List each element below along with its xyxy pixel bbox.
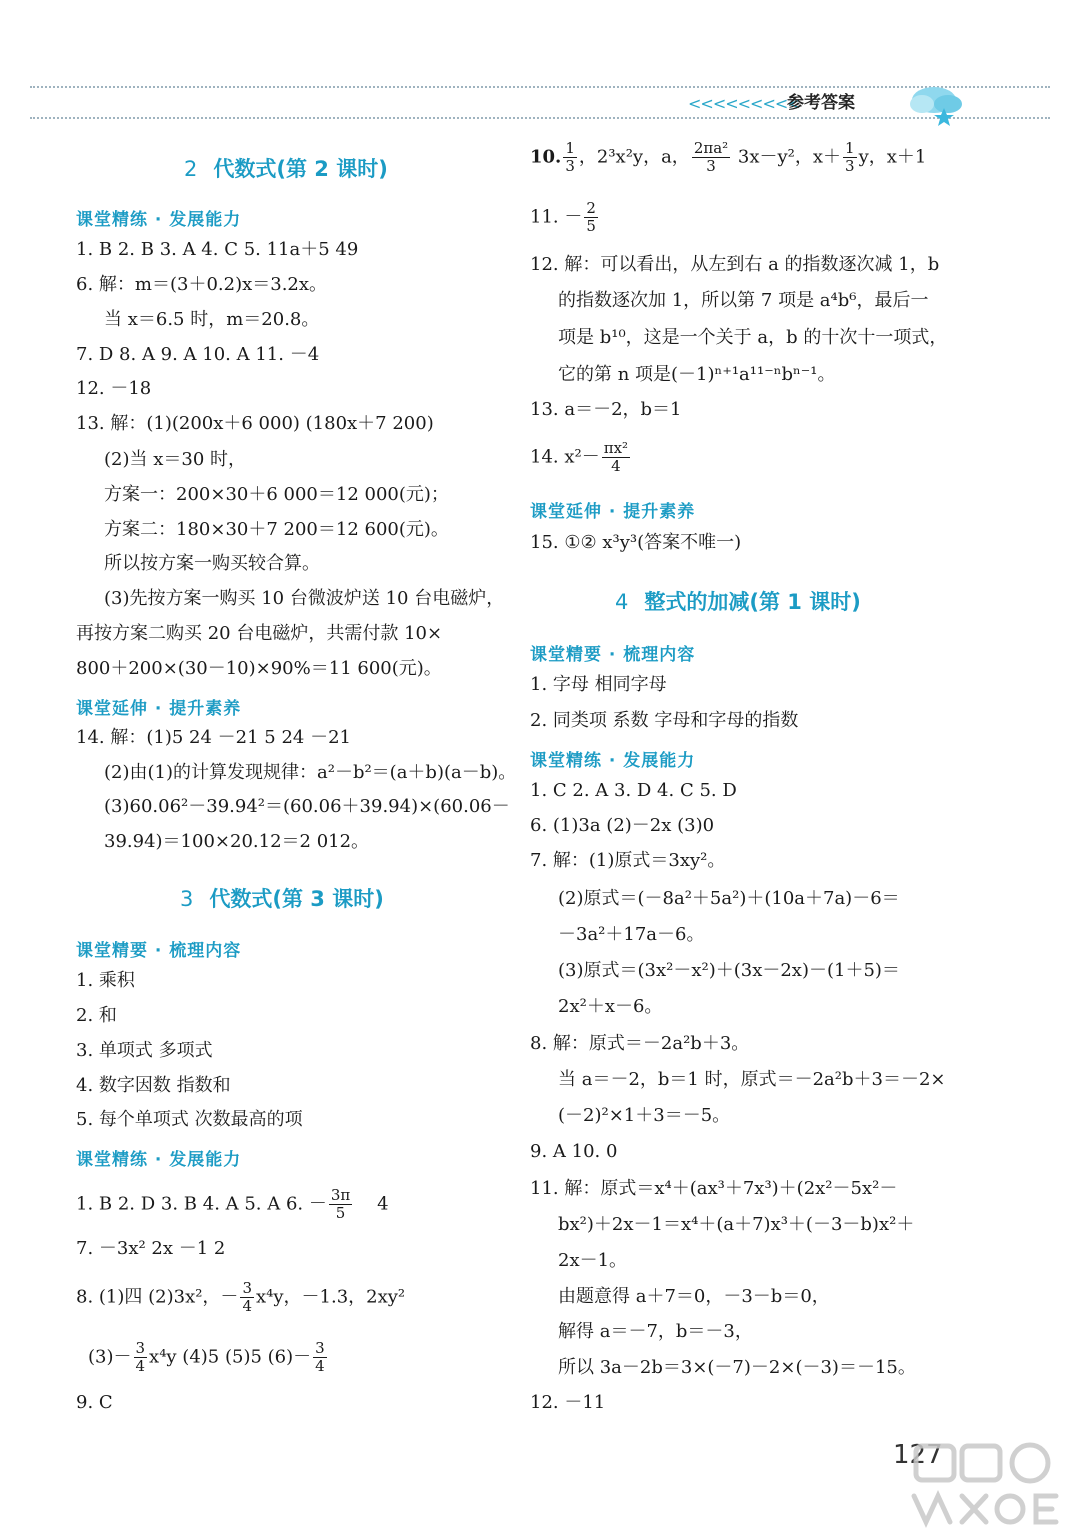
section-title-3: 3 代数式(第 3 课时) [180, 887, 384, 911]
header-dotline [30, 86, 1050, 88]
fraction: $\frac{3}{4}$ [315, 1339, 325, 1375]
answer-line: 2. 同类项 系数 字母和字母的指数 [530, 710, 799, 731]
answer-line: 方案一：200×30＋6 000＝12 000(元)； [104, 484, 449, 505]
answer-line: 当 a＝－2，b＝1 时，原式＝－2a²b＋3＝－2× [558, 1069, 946, 1090]
answer-line: 9. A 10. 0 [530, 1141, 618, 1162]
answer-line: (3)原式＝(3x²－x²)＋(3x－2x)－(1＋5)＝ [558, 960, 900, 981]
answer-line: 5. 每个单项式 次数最高的项 [76, 1109, 303, 1130]
fraction: $\frac{2}{5}$ [586, 199, 596, 235]
answer-line: －3a²＋17a－6。 [558, 924, 705, 945]
answer-line: 12. 解：可以看出，从左到右 a 的指数逐次减 1，b [530, 254, 940, 275]
subsection-heading: 课堂精要 · 梳理内容 [530, 645, 696, 665]
answer-line: 13. 解：(1)(200x＋6 000) (180x＋7 200) [76, 413, 434, 434]
cloud-star-icon [908, 80, 968, 128]
answer-line: 解得 a＝－7，b＝－3， [558, 1321, 753, 1342]
answer-line: 1. 乘积 [76, 970, 135, 991]
answer-line: 800＋200×(30－10)×90%＝11 600(元)。 [76, 658, 442, 679]
answer-line: 由题意得 a＋7＝0，－3－b＝0， [558, 1286, 830, 1307]
subsection-heading: 课堂精练 · 发展能力 [530, 751, 696, 771]
answer-line: 15. ①② x³y³(答案不唯一) [530, 532, 742, 553]
answer-line: 所以 3a－2b＝3×(－7)－2×(－3)＝－15。 [558, 1357, 916, 1378]
section-title-4: 4 整式的加减(第 1 课时) [615, 590, 861, 614]
fraction: $\frac{3}{4}$ [242, 1279, 252, 1315]
fraction: $\frac{3}{4}$ [135, 1339, 146, 1375]
answer-line: 2x²＋x－6。 [558, 996, 663, 1017]
answer-line: 3. 单项式 多项式 [76, 1040, 213, 1061]
subsection-heading: 课堂精练 · 发展能力 [76, 210, 242, 230]
answer-line: 的指数逐次加 1，所以第 7 项是 a⁴b⁶，最后一 [558, 290, 929, 311]
fraction: $\frac{3\pi}{5}$ [330, 1186, 351, 1222]
answer-line: 14. x²－ $\frac{\text{πx²}}{4}$ [530, 439, 629, 475]
answer-line: 2x－1。 [558, 1250, 628, 1271]
answer-line: 7. D 8. A 9. A 10. A 11. －4 [76, 344, 320, 365]
answer-line: (3)先按方案一购买 10 台微波炉送 10 台电磁炉， [104, 588, 505, 609]
answer-line: 再按方案二购买 20 台电磁炉，共需付款 10× [76, 623, 443, 644]
subsection-heading: 课堂精练 · 发展能力 [76, 1150, 242, 1170]
answer-line: (－2)²×1＋3＝－5。 [558, 1105, 731, 1126]
fraction: $\frac{1}{3}$ [845, 139, 855, 175]
answer-line: 12. －18 [76, 378, 152, 399]
answer-line: (3)60.06²－39.94²＝(60.06＋39.94)×(60.06－ [104, 796, 510, 817]
answer-line: 11. 解：原式＝x⁴＋(ax³＋7x³)＋(2x²－5x²－ [530, 1178, 898, 1199]
answer-line: 它的第 n 项是(－1)ⁿ⁺¹a¹¹⁻ⁿbⁿ⁻¹。 [558, 364, 836, 385]
answer-line: (2)原式＝(－8a²＋5a²)＋(10a＋7a)－6＝ [558, 888, 900, 909]
header-title: 参考答案 [787, 93, 855, 113]
watermark-logo [900, 1436, 1060, 1528]
answer-line: 1. B 2. B 3. A 4. C 5. 11a＋5 49 [76, 239, 359, 260]
header-dotline [30, 117, 1050, 119]
answer-line: 12. －11 [530, 1392, 606, 1413]
answer-line: 14. 解：(1)5 24 －21 5 24 －21 [76, 727, 351, 748]
answer-line: bx²)＋2x－1＝x⁴＋(a＋7)x³＋(－3－b)x²＋ [558, 1214, 915, 1235]
subsection-heading: 课堂精要 · 梳理内容 [76, 941, 242, 961]
subsection-heading: 课堂延伸 · 提升素养 [76, 699, 242, 719]
answer-line: 7. 解：(1)原式＝3xy²。 [530, 850, 726, 871]
fraction: $\frac{\text{πx²}}{4}$ [603, 439, 629, 475]
answer-line: 8. (1)四 (2)3x²，－ $\frac{3}{4}$ x⁴y，－1.3，2xy² [76, 1279, 406, 1315]
answer-line: 10. $\frac{1}{3}$ ，2³x²y，a， $\frac{\text{2πa²}}{3}$ 3x－y²，x＋ $\frac{1}{3}$ y，x＋1 [530, 139, 927, 175]
answer-line: 项是 b¹⁰，这是一个关于 a，b 的十次十一项式， [558, 327, 948, 348]
answer-line: 1. C 2. A 3. D 4. C 5. D [530, 780, 737, 801]
answer-line: 所以按方案一购买较合算。 [104, 553, 320, 574]
section-title-2: 2 代数式(第 2 课时) [184, 157, 388, 181]
answer-line: 当 x＝6.5 时，m＝20.8。 [104, 309, 320, 330]
answer-line: 1. 字母 相同字母 [530, 674, 667, 695]
subsection-heading: 课堂延伸 · 提升素养 [530, 502, 696, 522]
fraction: $\frac{\text{2πa²}}{3}$ [693, 139, 729, 175]
answer-line: 2. 和 [76, 1005, 117, 1026]
header-arrows: <<<<<<<<< [688, 94, 800, 113]
answer-line: 1. B 2. D 3. B 4. A 5. A 6. － $\frac{3\pi}{5}$ 4 [76, 1186, 389, 1222]
answer-line: 13. a＝－2，b＝1 [530, 399, 682, 420]
answer-line: 方案二：180×30＋7 200＝12 600(元)。 [104, 519, 449, 540]
answer-line: (3)－ $\frac{3}{4}$ x⁴y (4)5 (5)5 (6)－ $\frac{3}{4}$ [88, 1339, 325, 1375]
answer-line: 6. (1)3a (2)－2x (3)0 [530, 815, 715, 836]
answer-line: 7. －3x² 2x －1 2 [76, 1238, 226, 1259]
answer-line: (2)当 x＝30 时， [104, 449, 246, 470]
fraction: $\frac{1}{3}$ [565, 139, 575, 175]
answer-line: 6. 解：m＝(3＋0.2)x＝3.2x。 [76, 274, 328, 295]
answer-line: 4. 数字因数 指数和 [76, 1075, 231, 1096]
answer-line: 9. C [76, 1392, 113, 1413]
answer-line: 8. 解：原式＝－2a²b＋3。 [530, 1033, 750, 1054]
answer-line: 11. － $\frac{2}{5}$ [530, 199, 596, 235]
page-number: 127 [893, 1440, 943, 1470]
answer-line: (2)由(1)的计算发现规律：a²－b²＝(a＋b)(a－b)。 [104, 762, 517, 783]
page-header [0, 0, 1070, 130]
answer-line: 39.94)＝100×20.12＝2 012。 [104, 831, 370, 852]
